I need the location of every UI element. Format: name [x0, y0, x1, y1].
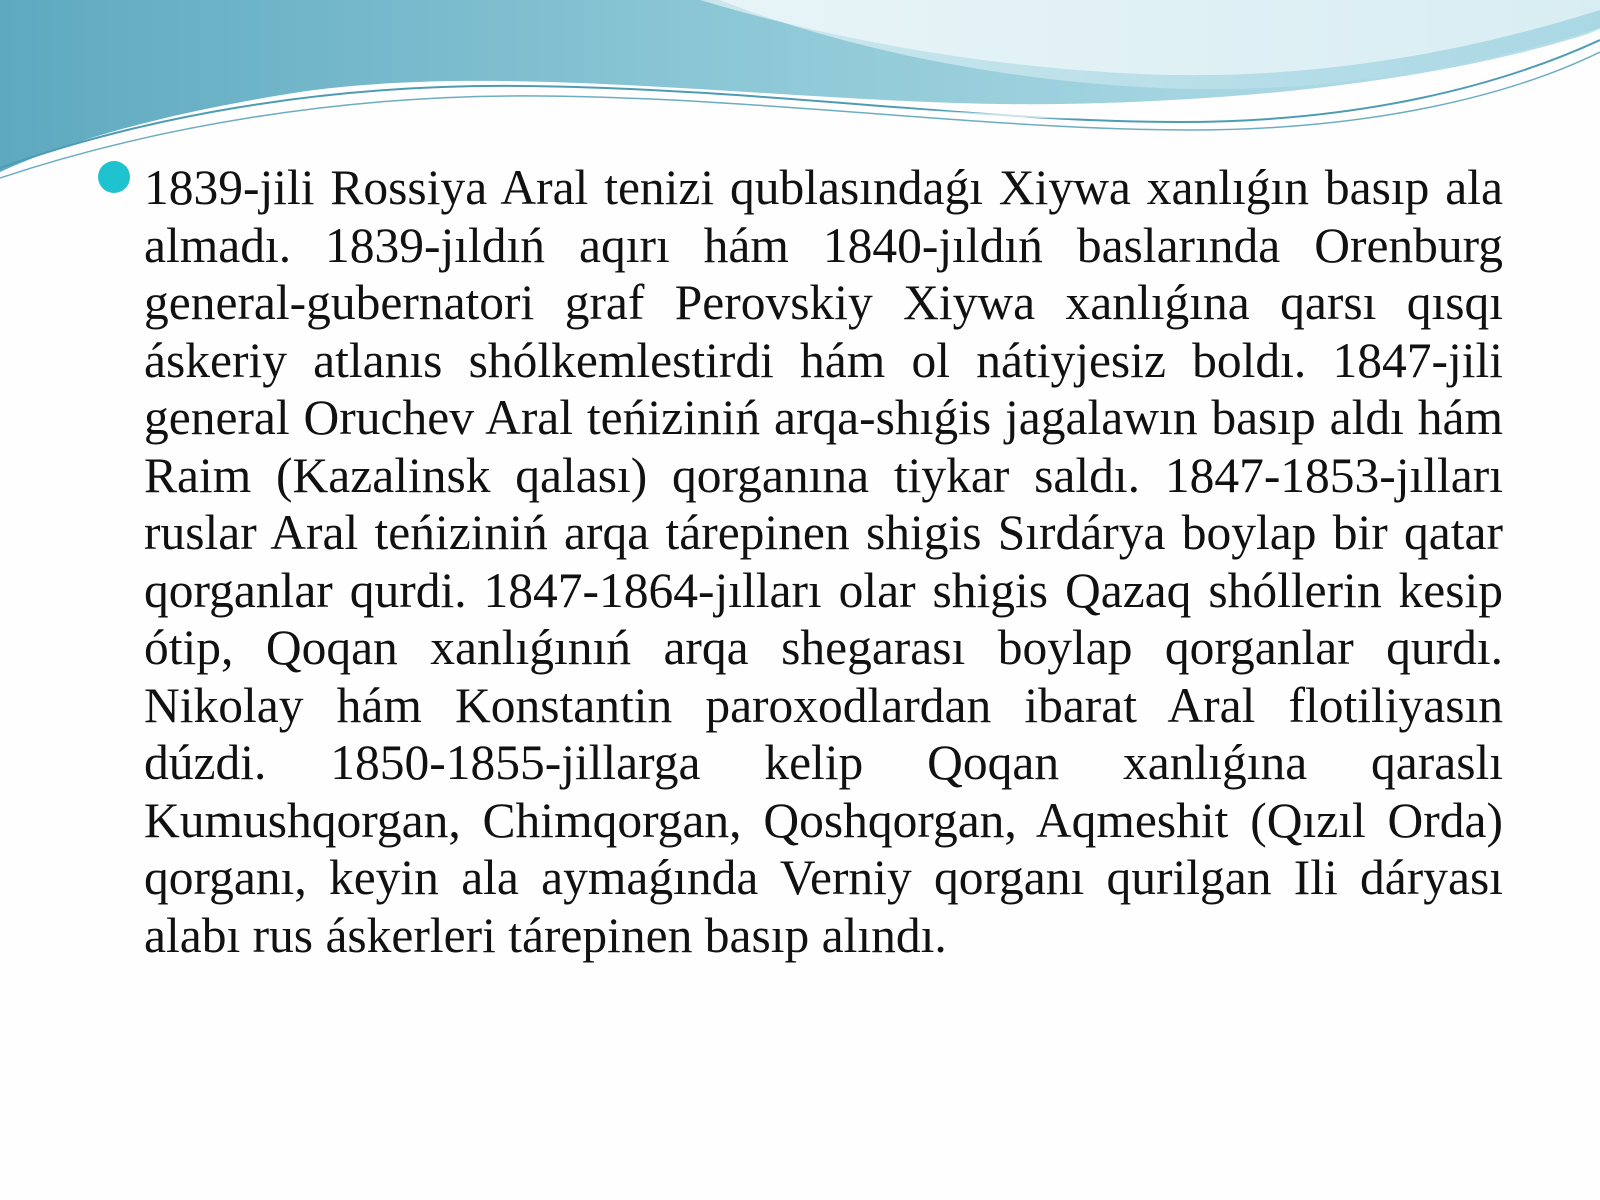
bullet-paragraph: 1839-jili Rossiya Aral tenizi qublasındaǵı Xiywa xanlıǵın basıp ala almadı. 1839-jıldıń aqırı hám 1840-jıldıń baslarında Orenburg general-gubernatori graf Perovskiy Xiywa xanlıǵına qarsı qısqı áskeriy atlanıs shólkemlestirdi hám ol nátiyjesiz boldı. 1847-jili general Oruchev Aral teńiziniń arqa-shıǵis jagalawın basıp aldı hám Raim (Kazalinsk qalası) qorganına tiykar saldı. 1847-1853-jılları ruslar Aral teńiziniń arqa tárepinen shigis Sırdárya boylap bir qatar qorganlar qurdi. 1847-1864-jılları olar shigis Qazaq shóllerin kesip ótip, Qoqan xanlıǵınıń arqa shegarası boylap qorganlar qurdı. Nikolay hám Konstantin paroxodlardan ibarat Aral flotiliyasın dúzdi. 1850-1855-jillarga kelip Qoqan xanlıǵına qaraslı Kumushqorgan, Chimqorgan, Qoshqorgan, Aqmeshit (Qızıl Orda) qorganı, keyin ala aymaǵında Verniy qorganı qurilgan Ili dáryası alabı rus áskerleri tárepinen basıp alındı. — [144, 160, 1503, 963]
bullet-icon — [98, 161, 130, 193]
